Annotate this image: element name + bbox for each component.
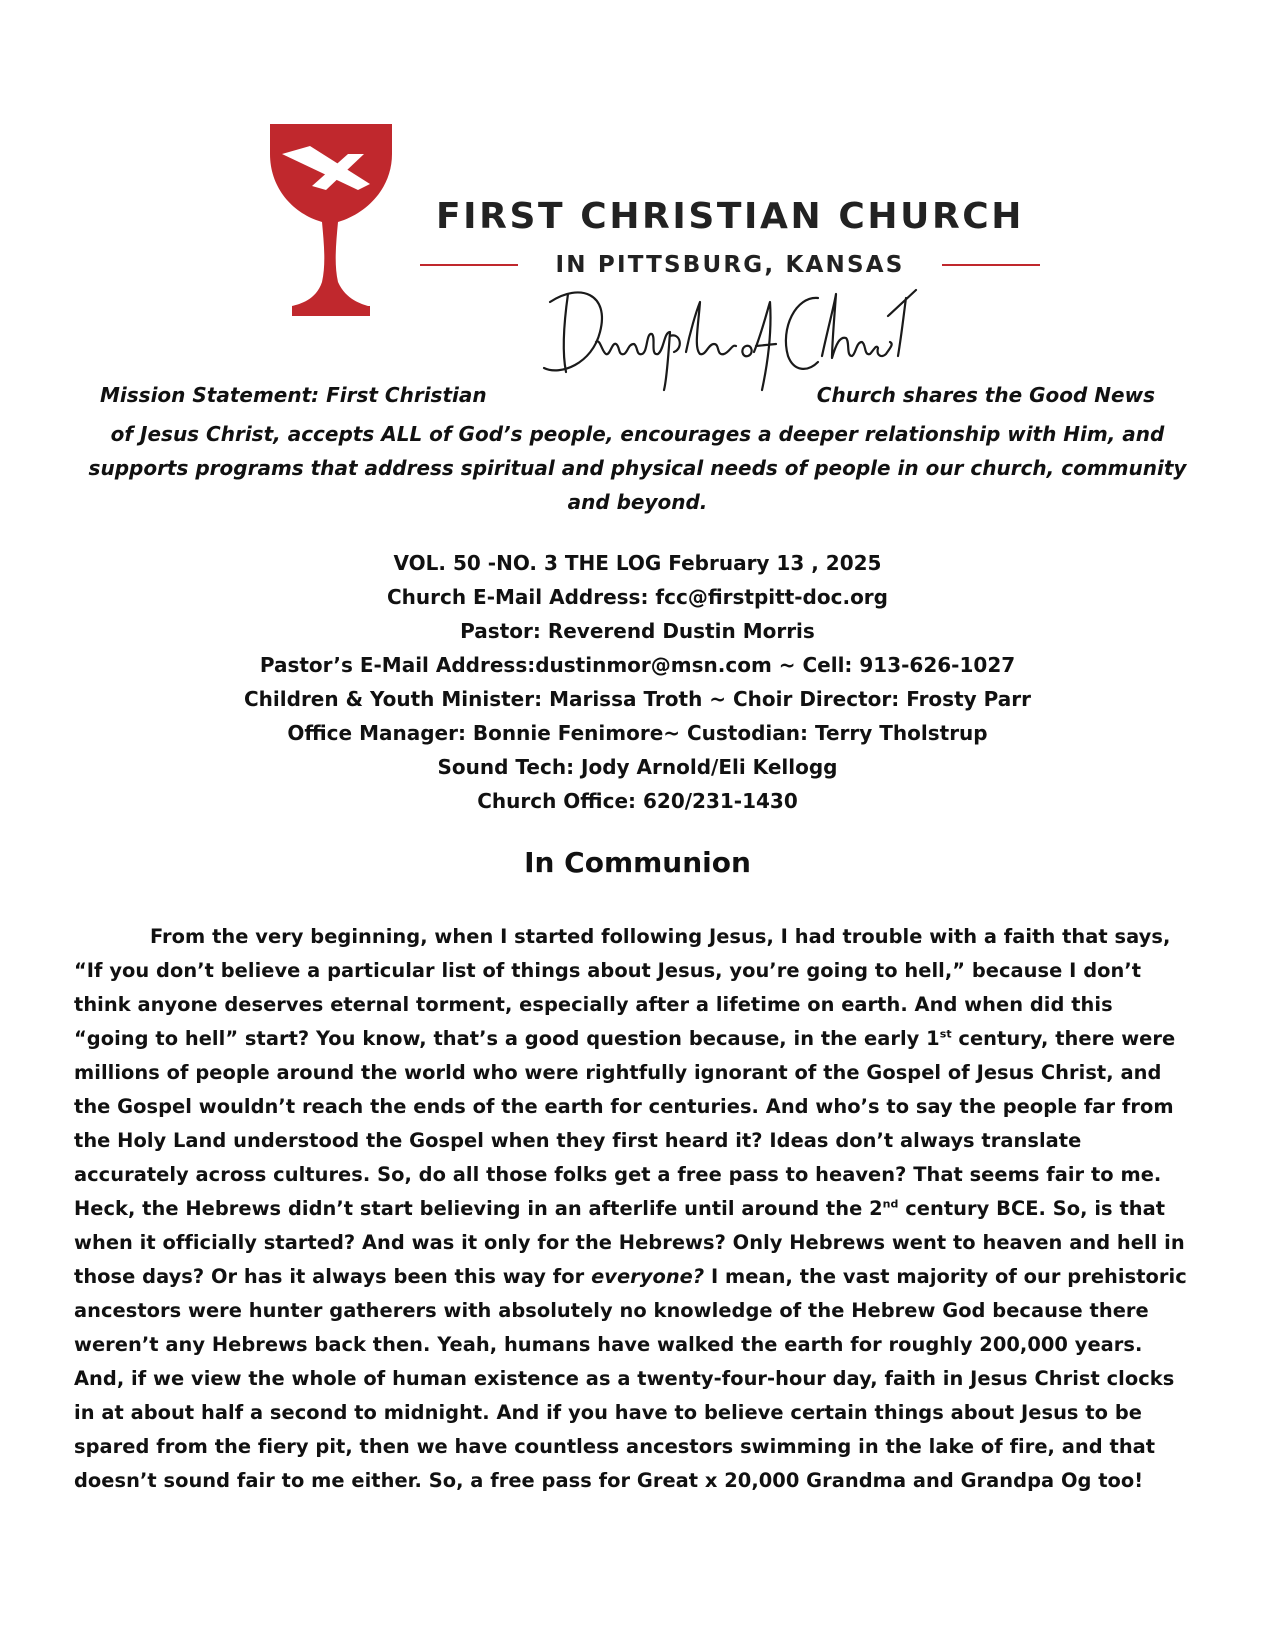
mission-line2: of Jesus Christ, accepts ALL of God’s people, encourages a deeper relationship with Him, and [110,422,1165,446]
sound-tech-line: Sound Tech: Jody Arnold/Eli Kellogg [437,755,838,779]
chalice-icon [270,124,400,316]
article-line: “If you don’t believe a particular list of things about Jesus, you’re going to hell,” because I don’t [74,959,1142,982]
mission-line1-right: Church shares the Good News [816,383,1155,407]
right-rule [942,264,1040,266]
mission-first-line [80,383,1195,413]
article-line [74,1260,1204,1294]
church-name: FIRST CHRISTIAN CHURCH [435,196,1025,237]
mission-statement [80,417,1195,519]
ministers-line: Children & Youth Minister: Marissa Troth ~ Choir Director: Frosty Parr [244,687,1031,711]
volume-line: VOL. 50 -NO. 3 THE LOG February 13 , 2025 [393,551,882,575]
article-line: accurately across cultures. So, do all those folks get a free pass to heaven? That seems fair to me. [74,1163,1162,1186]
article-text: those days? Or has it always been this way for [74,1265,592,1288]
mission-line1-left: Mission Statement: First Christian [100,383,487,407]
article-line: think anyone deserves eternal torment, especially after a lifetime on earth. And when did this [74,993,1113,1016]
article-line: And, if we view the whole of human existence as a twenty-four-hour day, faith in Jesus Christ clocks [74,1367,1175,1390]
church-logo [270,124,1070,404]
article-title: In Communion [524,846,751,879]
newsletter-info [0,546,1275,818]
staff-line: Office Manager: Bonnie Fenimore~ Custodian: Terry Tholstrup [287,721,988,745]
article-line: spared from the fiery pit, then we have countless ancestors swimming in the lake of fire, and that [74,1435,1156,1458]
church-email-line: Church E-Mail Address: fcc@firstpitt-doc.org [386,585,888,609]
ordinal-suffix: st [939,1027,952,1041]
article-text: century, there were [951,1027,1176,1050]
article-line [74,1022,1204,1056]
mission-line3: supports programs that address spiritual and physical needs of people in our church, community [88,456,1187,480]
article-text: Heck, the Hebrews didn’t start believing in an afterlife until around the 2 [74,1197,883,1220]
pastor-line: Pastor: Reverend Dustin Morris [460,619,815,643]
article-line: millions of people around the world who were rightfully ignorant of the Gospel of Jesus Christ, and [74,1061,1162,1084]
ordinal-suffix: nd [882,1197,899,1211]
article-line: when it officially started? And was it only for the Hebrews? Only Hebrews went to heaven and hell in [74,1231,1185,1254]
article-text: century BCE. So, is that [898,1197,1166,1220]
article-line: ancestors were hunter gatherers with absolutely no knowledge of the Hebrew God because there [74,1299,1149,1322]
church-office-line: Church Office: 620/231-1430 [477,789,798,813]
church-location: IN PITTSBURG, KANSAS [555,252,905,278]
article-line: the Gospel wouldn’t reach the ends of the earth for centuries. And who’s to say the people far from [74,1095,1174,1118]
mission-line4: and beyond. [567,490,708,514]
left-rule [420,264,518,266]
article-line: From the very beginning, when I started following Jesus, I had trouble with a faith that says, [150,925,1171,948]
article-line: doesn’t sound fair to me either. So, a free pass for Great x 20,000 Grandma and Grandpa Og too! [74,1469,1144,1492]
article-body [74,920,1204,1498]
article-text: “going to hell” start? You know, that’s a good question because, in the early 1 [74,1027,940,1050]
article-line: the Holy Land understood the Gospel when they first heard it? Ideas don’t always translate [74,1129,1082,1152]
emphasis-text: everyone? [591,1265,705,1288]
article-line [74,1192,1204,1226]
article-text: I mean, the vast majority of our prehistoric [704,1265,1187,1288]
article-line: weren’t any Hebrews back then. Yeah, humans have walked the earth for roughly 200,000 years. [74,1333,1143,1356]
pastor-contact-line: Pastor’s E-Mail Address:dustinmor@msn.com ~ Cell: 913-626-1027 [259,653,1016,677]
article-line: in at about half a second to midnight. And if you have to believe certain things about Jesus to be [74,1401,1142,1424]
